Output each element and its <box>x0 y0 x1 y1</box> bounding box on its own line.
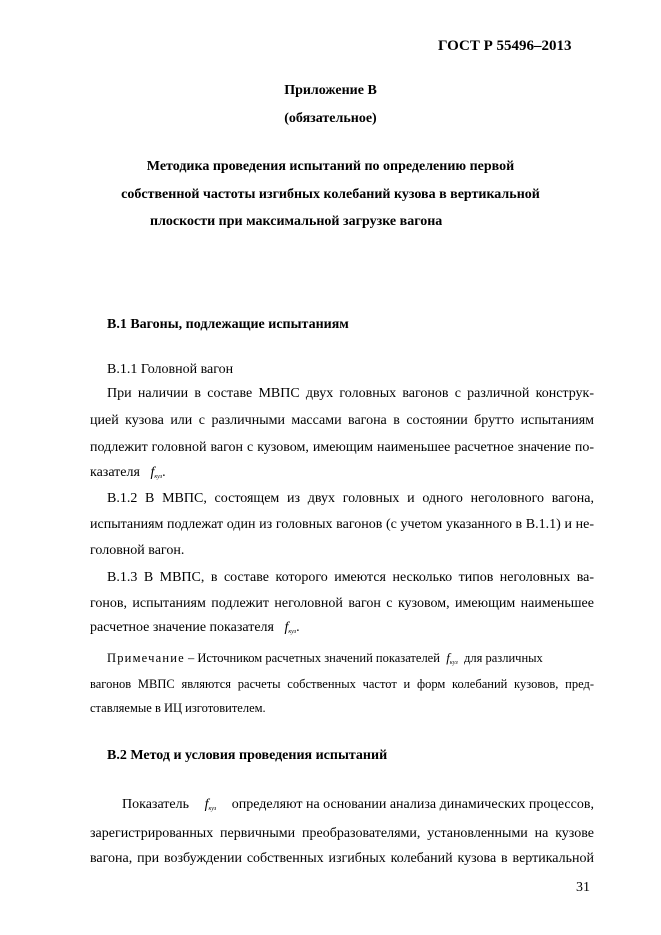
appendix-title: Приложение В <box>284 83 377 98</box>
note-line-1-b: для различных <box>464 651 543 665</box>
appendix-status: (обязательное) <box>284 111 377 126</box>
appendix-heading-line-2: собственной частоты изгибных колебаний кузова в вертикальной <box>121 187 540 202</box>
b2-line-1-a: Показатель <box>122 797 189 812</box>
appendix-heading-line-3: плоскости при максимальной загрузке вагона <box>150 214 443 229</box>
b11-line-4 <box>90 465 166 481</box>
b13-line-3 <box>90 620 300 636</box>
b13-line-2: гонов, испытаниям подлежит неголовной вагон с кузовом, имеющим наименьшее <box>90 596 594 611</box>
b12-line-3: головной вагон. <box>90 543 185 558</box>
f-kuz-symbol: $f_{куз}$ <box>446 650 458 666</box>
section-b1-heading: В.1 Вагоны, подлежащие испытаниям <box>107 317 349 332</box>
b11-line-4-end: . <box>162 465 166 480</box>
note-line-1-a: – Источником расчетных значений показателей <box>184 651 440 665</box>
note-label: Примечание <box>107 651 185 665</box>
b11-line-4-text: казателя <box>90 465 140 480</box>
section-b2-heading: В.2 Метод и условия проведения испытаний <box>107 748 388 763</box>
note-line-2: вагонов МВПС являются расчеты собственных частот и форм колебаний кузовов, пред- <box>90 677 594 691</box>
appendix-heading-line-1: Методика проведения испытаний по определению первой <box>146 159 515 174</box>
page-number: 31 <box>576 880 590 895</box>
b11-line-3: подлежит головной вагон с кузовом, имеющим наименьшее расчетное значение по- <box>90 440 594 455</box>
b2-line-2: зарегистрированных первичными преобразователями, установленными на кузове <box>90 826 594 841</box>
section-b11-title: В.1.1 Головной вагон <box>107 362 234 377</box>
b13-line-1: В.1.3 В МВПС, в составе которого имеются несколько типов неголовных ва- <box>107 570 594 585</box>
b12-line-1: В.1.2 В МВПС, состоящем из двух головных и одного неголовного вагона, <box>107 491 594 506</box>
b2-line-1 <box>122 797 594 813</box>
b12-line-2: испытаниям подлежат один из головных вагонов (с учетом указанного в В.1.1) и не- <box>90 517 594 532</box>
b2-line-3: вагона, при возбуждении собственных изгибных колебаний кузова в вертикальной <box>90 851 594 866</box>
note-line-3: ставляемые в ИЦ изготовителем. <box>90 701 266 715</box>
note-line-1 <box>107 650 543 666</box>
f-kuz-symbol: $f_{куз}$ <box>204 797 217 812</box>
standard-number: ГОСТ Р 55496–2013 <box>438 38 572 54</box>
b13-line-3-end: . <box>296 620 300 635</box>
b11-line-1: При наличии в составе МВПС двух головных вагонов с различной конструк- <box>107 386 594 401</box>
f-kuz-symbol: $f_{куз}$ <box>284 620 297 635</box>
b13-line-3-text: расчетное значение показателя <box>90 620 274 635</box>
b2-line-1-b: определяют на основании анализа динамических процессов, <box>231 797 594 812</box>
b11-line-2: цией кузова или с различными массами вагона в состоянии брутто испытаниям <box>90 413 594 428</box>
f-kuz-symbol: $f_{куз}$ <box>150 465 163 480</box>
